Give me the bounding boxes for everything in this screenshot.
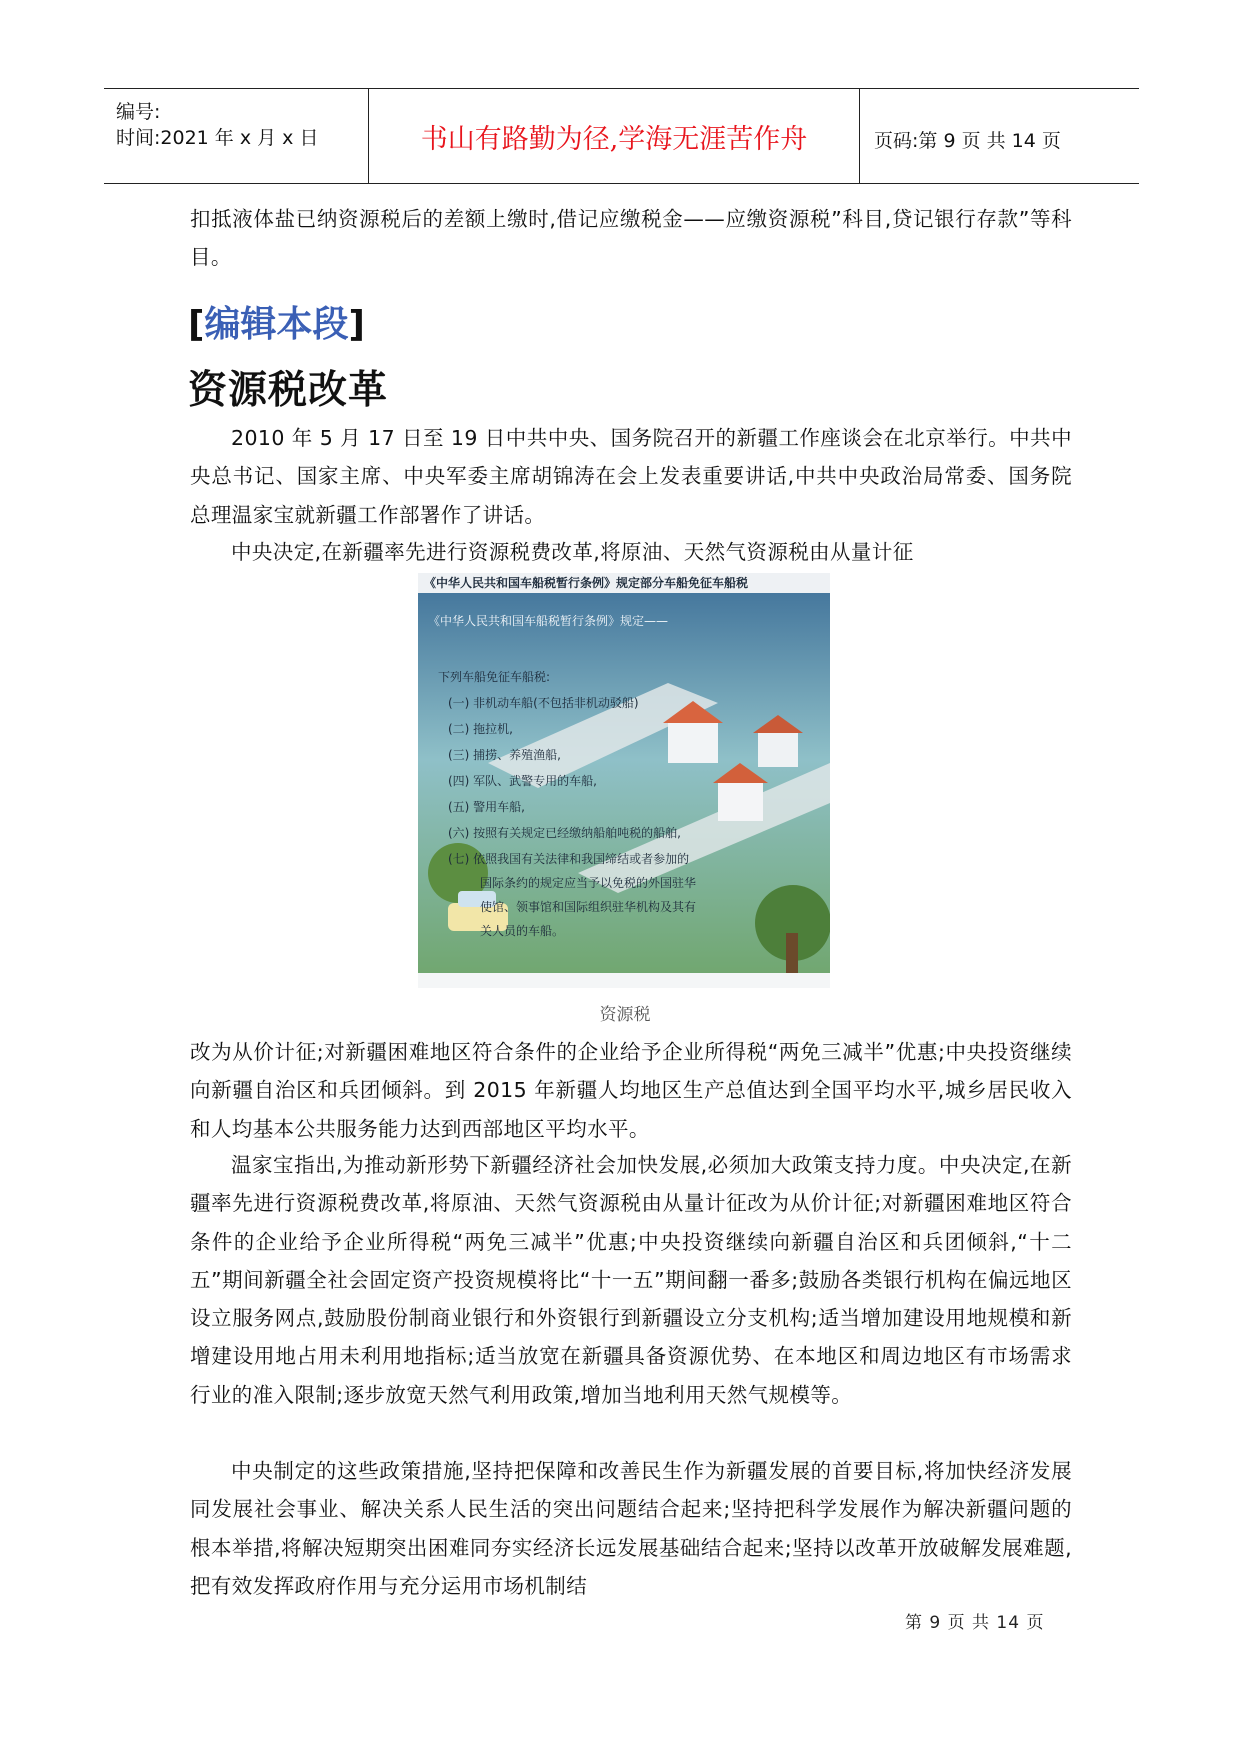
illustration-item: (五) 警用车船, xyxy=(448,800,525,814)
paragraph-1: 2010 年 5 月 17 日至 19 日中共中央、国务院召开的新疆工作座谈会在北京举行。中共中央总书记、国家主席、中央军委主席胡锦涛在会上发表重要讲话,中共中央政治局常委、国务院总理温家宝就新疆工作部署作了讲话。 xyxy=(190,426,1072,527)
page-footer: 第 9 页 共 14 页 xyxy=(905,1613,1045,1633)
illustration-item: 国际条约的规定应当予以免税的外国驻华 xyxy=(480,876,697,890)
edit-open-bracket: [ xyxy=(188,304,205,345)
paragraph-2-start: 中央决定,在新疆率先进行资源税费改革,将原油、天然气资源税由从量计征 xyxy=(231,540,914,564)
illustration-heading: 《中华人民共和国车船税暂行条例》规定—— xyxy=(428,614,669,628)
edit-close-bracket: ] xyxy=(348,304,365,345)
paragraph-4: 中央制定的这些政策措施,坚持把保障和改善民生作为新疆发展的首要目标,将加快经济发展同发展社会事业、解决关系人民生活的突出问题结合起来;坚持把科学发展作为解决新疆问题的根本举措,将解决短期突出困难同夯实经济长远发展基础结合起来;坚持以改革开放破解发展难题,把有效发挥政府作用与充分运用市场机制结 xyxy=(190,1459,1072,1598)
illustration-item: (一) 非机动车船(不包括非机动驳船) xyxy=(448,696,639,710)
header-motto-cell xyxy=(368,89,860,183)
paragraph-2-continued: 改为从价计征;对新疆困难地区符合条件的企业给予企业所得税“两免三减半”优惠;中央投资继续向新疆自治区和兵团倾斜。到 2015 年新疆人均地区生产总值达到全国平均水平,城乡居民收入和人均基本公共服务能力达到西部地区平均水平。 xyxy=(190,1040,1072,1141)
section-title: 资源税改革 xyxy=(188,368,389,413)
illustration-item: 关人员的车船。 xyxy=(480,924,565,938)
illustration-item: (四) 军队、武警专用的车船, xyxy=(448,774,597,788)
illustration-svg xyxy=(418,573,830,988)
document-number-label: 编号: xyxy=(116,101,161,123)
edit-section xyxy=(188,296,365,347)
illustration-item: (六) 按照有关规定已经缴纳船舶吨税的船舶, xyxy=(448,826,681,840)
header-motto: 书山有路勤为径,学海无涯苦作舟 xyxy=(420,124,808,155)
illustration-banner: 《中华人民共和国车船税暂行条例》规定部分车船免征车船税 xyxy=(424,576,749,590)
illustration-item: 下列车船免征车船税: xyxy=(438,670,551,684)
illustration-item: 使馆、领事馆和国际组织驻华机构及其有 xyxy=(480,900,697,914)
paragraph-top: 扣抵液体盐已纳资源税后的差额上缴时,借记应缴税金——应缴资源税”科目,贷记银行存款”等科目。 xyxy=(190,207,1072,270)
illustration-item: (二) 拖拉机, xyxy=(448,722,513,736)
header-page-code: 页码:第 9 页 共 14 页 xyxy=(874,130,1061,152)
document-date-label: 时间:2021 年 x 月 x 日 xyxy=(116,127,319,149)
illustration-item: (三) 捕捞、养殖渔船, xyxy=(448,748,561,762)
paragraph-3: 温家宝指出,为推动新形势下新疆经济社会加快发展,必须加大政策支持力度。中央决定,在新疆率先进行资源税费改革,将原油、天然气资源税由从量计征改为从价计征;对新疆困难地区符合条件的企业给予企业所得税“两免三减半”优惠;中央投资继续向新疆自治区和兵团倾斜,“十二五”期间新疆全社会固定资产投资规模将比“十一五”期间翻一番多;鼓励各类银行机构在偏远地区设立服务网点,鼓励股份制商业银行和外资银行到新疆设立分支机构;适当增加建设用地规模和新增建设用地占用未利用地指标;适当放宽在新疆具备资源优势、在本地区和周边地区有市场需求行业的准入限制;逐步放宽天然气利用政策,增加当地利用天然气规模等。 xyxy=(190,1153,1072,1407)
figure-caption: 资源税 xyxy=(599,1005,651,1025)
page-header xyxy=(104,88,1139,184)
tax-exemption-illustration xyxy=(418,573,830,988)
header-meta-cell xyxy=(104,89,368,183)
edit-section-link[interactable]: 编辑本段 xyxy=(204,304,349,345)
illustration-item: (七) 依照我国有关法律和我国缔结或者参加的 xyxy=(448,852,690,866)
header-page-cell xyxy=(860,89,1139,183)
